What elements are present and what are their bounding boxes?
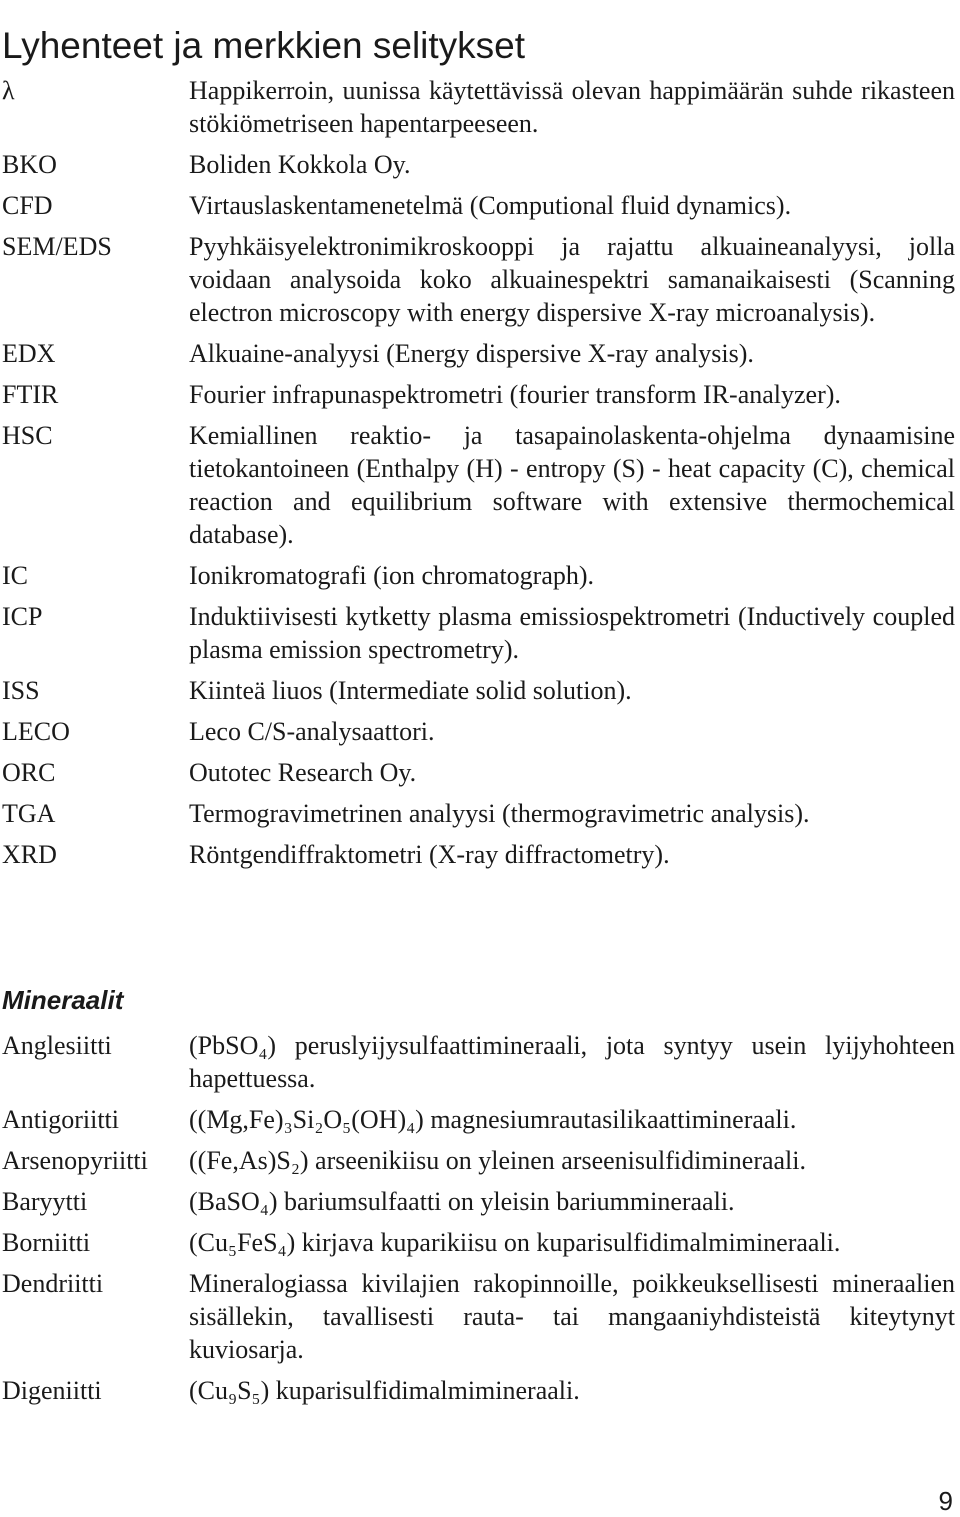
list-item — [0, 1103, 958, 1136]
mineral-definition: (PbSO₄) peruslyijysulfaattimineraali, jota syntyy usein lyijyhohteen hapettuessa. — [189, 1031, 955, 1093]
abbreviation-term: LECO — [2, 717, 70, 746]
abbreviation-definition: Alkuaine-analyysi (Energy dispersive X-ray analysis). — [189, 339, 754, 368]
page-heading: Lyhenteet ja merkkien selitykset — [2, 24, 526, 66]
abbreviation-definition: Termogravimetrinen analyysi (thermogravimetric analysis). — [189, 799, 810, 828]
abbreviation-term: FTIR — [2, 380, 59, 409]
abbreviation-definition: Pyyhkäisyelektronimikroskooppi ja rajattu alkuaineanalyysi, jolla voidaan analysoida koko alkuainespektri samanaikaisesti (Scanning electron microscopy with energy dispersive X-ray microanalysis). — [189, 232, 955, 327]
mineral-definition: Mineralogiassa kivilajien rakopinnoille, poikkeuksellisesti mineraalien sisällekin, tavallisesti rauta- tai mangaaniyhdisteistä kiteytynyt kuviosarja. — [189, 1269, 955, 1364]
abbreviation-list — [0, 74, 958, 879]
list-item — [0, 1267, 958, 1366]
mineral-definition: (Cu₅FeS₄) kirjava kuparikiisu on kuparisulfidimalmimineraali. — [189, 1228, 841, 1257]
abbreviation-definition: Ionikromatografi (ion chromatograph). — [189, 561, 595, 590]
mineral-term: Arsenopyriitti — [2, 1146, 148, 1175]
list-item — [0, 756, 958, 789]
abbreviation-definition: Kemiallinen reaktio- ja tasapainolaskenta-ohjelma dynaamisine tietokantoineen (Enthalpy (H) - entropy (S) - heat capacity (C), chemical reaction and equilibrium software with extensive thermochemical database). — [189, 421, 955, 549]
list-item — [0, 1029, 958, 1095]
list-item — [0, 1144, 958, 1177]
abbreviation-term: BKO — [2, 150, 57, 179]
abbreviation-term: λ — [2, 76, 15, 105]
mineral-definition: ((Fe,As)S₂) arseenikiisu on yleinen arseenisulfidimineraali. — [189, 1146, 807, 1175]
mineral-term: Borniitti — [2, 1228, 91, 1257]
list-item — [0, 674, 958, 707]
abbreviation-definition: Induktiivisesti kytketty plasma emissiospektrometri (Inductively coupled plasma emission spectrometry). — [189, 602, 955, 664]
list-item — [0, 715, 958, 748]
abbreviation-term: TGA — [2, 799, 56, 828]
abbreviation-term: ISS — [2, 676, 40, 705]
abbreviation-definition: Röntgendiffraktometri (X-ray diffractometry). — [189, 840, 670, 869]
list-item — [0, 230, 958, 329]
abbreviation-definition: Happikerroin, uunissa käytettävissä olevan happimäärän suhde rikasteen stökiömetriseen hapentarpeeseen. — [189, 76, 955, 138]
abbreviation-definition: Virtauslaskentamenetelmä (Computional fluid dynamics). — [189, 191, 792, 220]
mineral-term: Antigoriitti — [2, 1105, 119, 1134]
section-heading: Mineraalit — [2, 984, 124, 1015]
list-item — [0, 838, 958, 871]
abbreviation-term: ICP — [2, 602, 43, 631]
abbreviation-term: EDX — [2, 339, 56, 368]
list-item — [0, 1185, 958, 1218]
abbreviation-term: IC — [2, 561, 28, 590]
list-item — [0, 1226, 958, 1259]
abbreviation-term: XRD — [2, 840, 57, 869]
page-number: 9 — [938, 1486, 953, 1516]
abbreviation-definition: Leco C/S-analysaattori. — [189, 717, 435, 746]
abbreviation-term: HSC — [2, 421, 53, 450]
mineral-term: Dendriitti — [2, 1269, 104, 1298]
mineral-term: Baryytti — [2, 1187, 88, 1216]
list-item — [0, 337, 958, 370]
list-item — [0, 797, 958, 830]
abbreviation-term: CFD — [2, 191, 53, 220]
abbreviation-term: SEM/EDS — [2, 232, 112, 261]
abbreviation-definition: Boliden Kokkola Oy. — [189, 150, 411, 179]
list-item — [0, 1374, 958, 1407]
list-item — [0, 378, 958, 411]
list-item — [0, 74, 958, 140]
mineral-term: Digeniitti — [2, 1376, 102, 1405]
abbreviation-definition: Fourier infrapunaspektrometri (fourier transform IR-analyzer). — [189, 380, 841, 409]
abbreviation-definition: Kiinteä liuos (Intermediate solid solution). — [189, 676, 632, 705]
abbreviation-term: ORC — [2, 758, 56, 787]
list-item — [0, 419, 958, 551]
mineral-definition: (BaSO₄) bariumsulfaatti on yleisin bariummineraali. — [189, 1187, 735, 1216]
list-item — [0, 559, 958, 592]
list-item — [0, 148, 958, 181]
mineral-definition: (Cu₉S₅) kuparisulfidimalmimineraali. — [189, 1376, 580, 1405]
list-item — [0, 600, 958, 666]
minerals-list — [0, 1029, 958, 1415]
mineral-term: Anglesiitti — [2, 1031, 112, 1060]
list-item — [0, 189, 958, 222]
abbreviation-definition: Outotec Research Oy. — [189, 758, 417, 787]
mineral-definition: ((Mg,Fe)₃Si₂O₅(OH)₄) magnesiumrautasilikaattimineraali. — [189, 1105, 797, 1134]
